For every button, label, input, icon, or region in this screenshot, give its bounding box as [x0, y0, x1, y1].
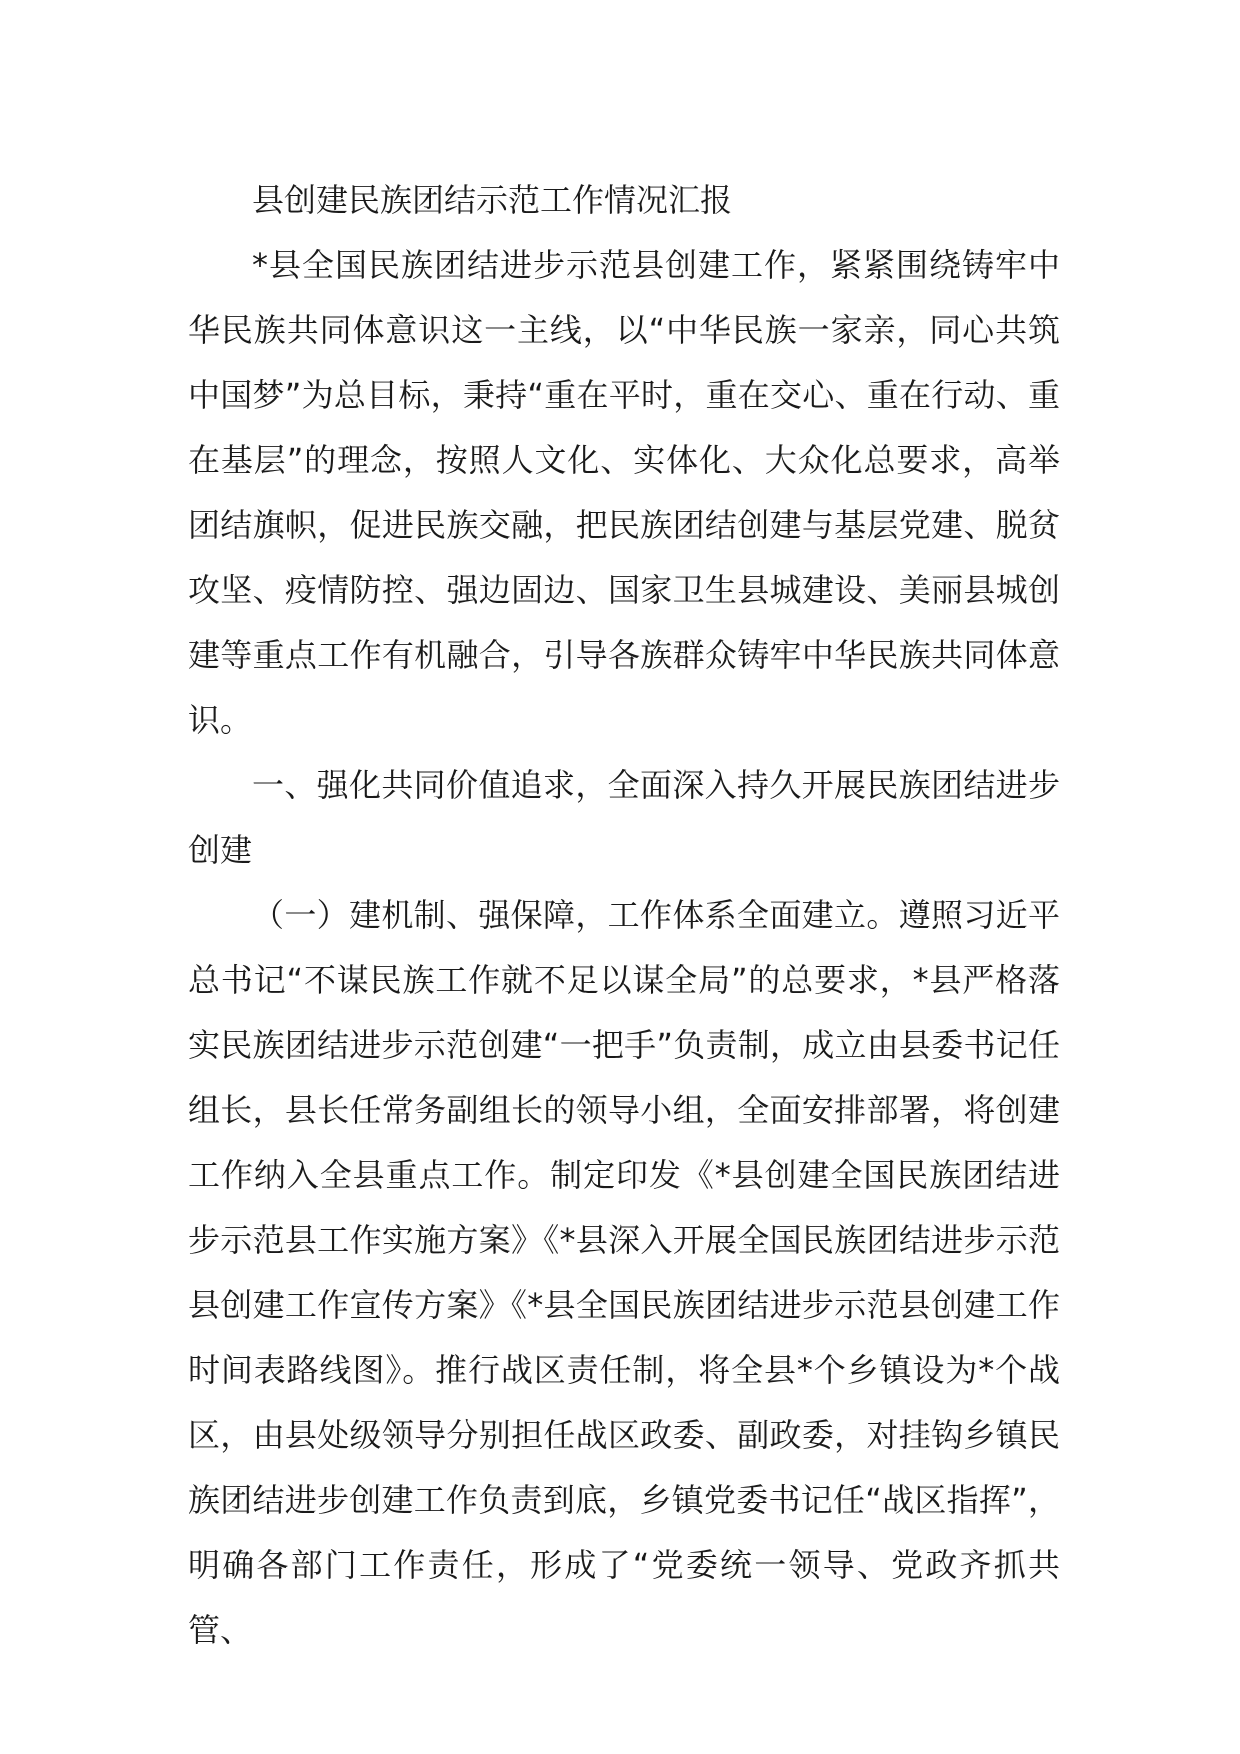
- intro-paragraph: *县全国民族团结进步示范县创建工作，紧紧围绕铸牢中华民族共同体意识这一主线，以“中华民族一家亲，同心共筑中国梦”为总目标，秉持“重在平时，重在交心、重在行动、重在基层”的理念，按照人文化、实体化、大众化总要求，高举团结旗帜，促进民族交融，把民族团结创建与基层党建、脱贫攻坚、疫情防控、强边固边、国家卫生县城建设、美丽县城创建等重点工作有机融合，引导各族群众铸牢中华民族共同体意识。: [188, 246, 1060, 739]
- section-heading-1: 一、强化共同价值追求，全面深入持久开展民族团结进步创建: [188, 766, 1060, 869]
- subsection-paragraph-1: （一）建机制、强保障，工作体系全面建立。遵照习近平总书记“不谋民族工作就不足以谋全局”的总要求，*县严格落实民族团结进步示范创建“一把手”负责制，成立由县委书记任组长，县长任常务副组长的领导小组，全面安排部署，将创建工作纳入全县重点工作。制定印发《*县创建全国民族团结进步示范县工作实施方案》《*县深入开展全国民族团结进步示范县创建工作宣传方案》《*县全国民族团结进步示范县创建工作时间表路线图》。推行战区责任制，将全县*个乡镇设为*个战区，由县处级领导分别担任战区政委、副政委，对挂钩乡镇民族团结进步创建工作负责到底，乡镇党委书记任“战区指挥”，明确各部门工作责任，形成了“党委统一领导、党政齐抓共管、: [188, 896, 1060, 1649]
- document-body: [188, 168, 1060, 1663]
- document-title: 县创建民族团结示范工作情况汇报: [252, 181, 733, 219]
